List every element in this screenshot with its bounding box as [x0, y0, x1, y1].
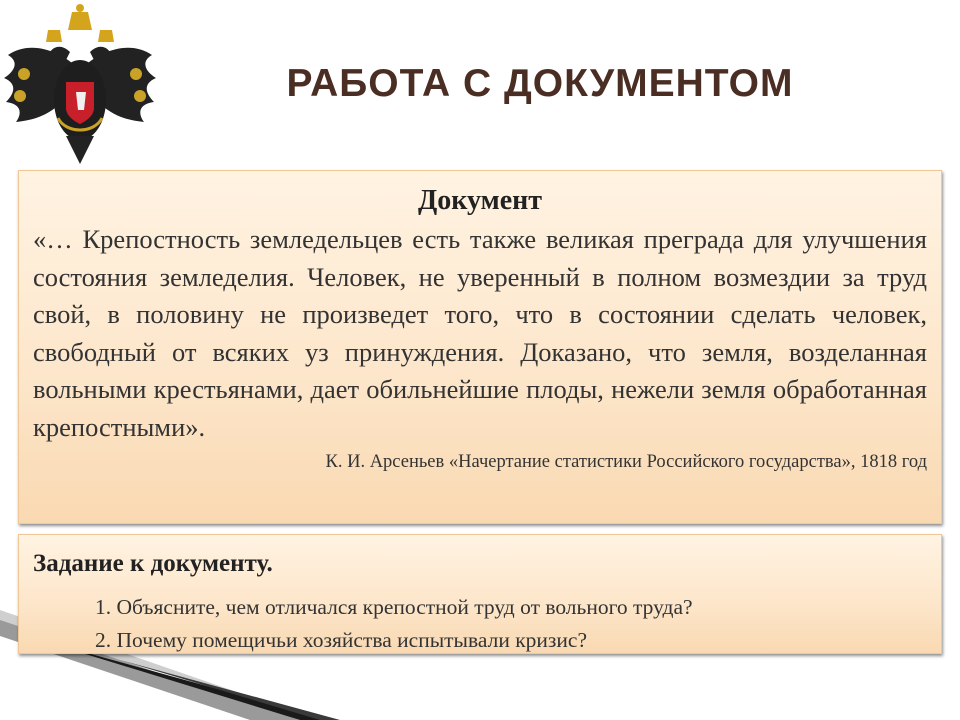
task-heading: Задание к документу.: [33, 550, 273, 577]
page-title: РАБОТА С ДОКУМЕНТОМ: [286, 62, 794, 105]
task-card: [18, 534, 942, 654]
task-list: [95, 591, 927, 657]
document-quote: «… Крепостность земледельцев есть также великая преграда для улучшения состояния земледелия. Человек, не уверенный в полном возмездии за труд свой, в половину не произведет того, что в состоянии сделать человек, свободный от всяких уз принуждения. Доказано, что земля, возделанная вольными крестьянами, дает обильнейшие плоды, нежели земля обработанная крепостными».: [33, 224, 927, 442]
document-card: [18, 170, 942, 524]
task-item: 1. Объясните, чем отличался крепостной труд от вольного труда?: [95, 595, 693, 619]
imperial-eagle-emblem: [0, 0, 160, 168]
task-item: 2. Почему помещичьи хозяйства испытывали кризис?: [95, 628, 587, 652]
document-source: К. И. Арсеньев «Начертание статистики Российского государства», 1818 год: [325, 452, 927, 472]
document-heading: Документ: [417, 185, 543, 216]
